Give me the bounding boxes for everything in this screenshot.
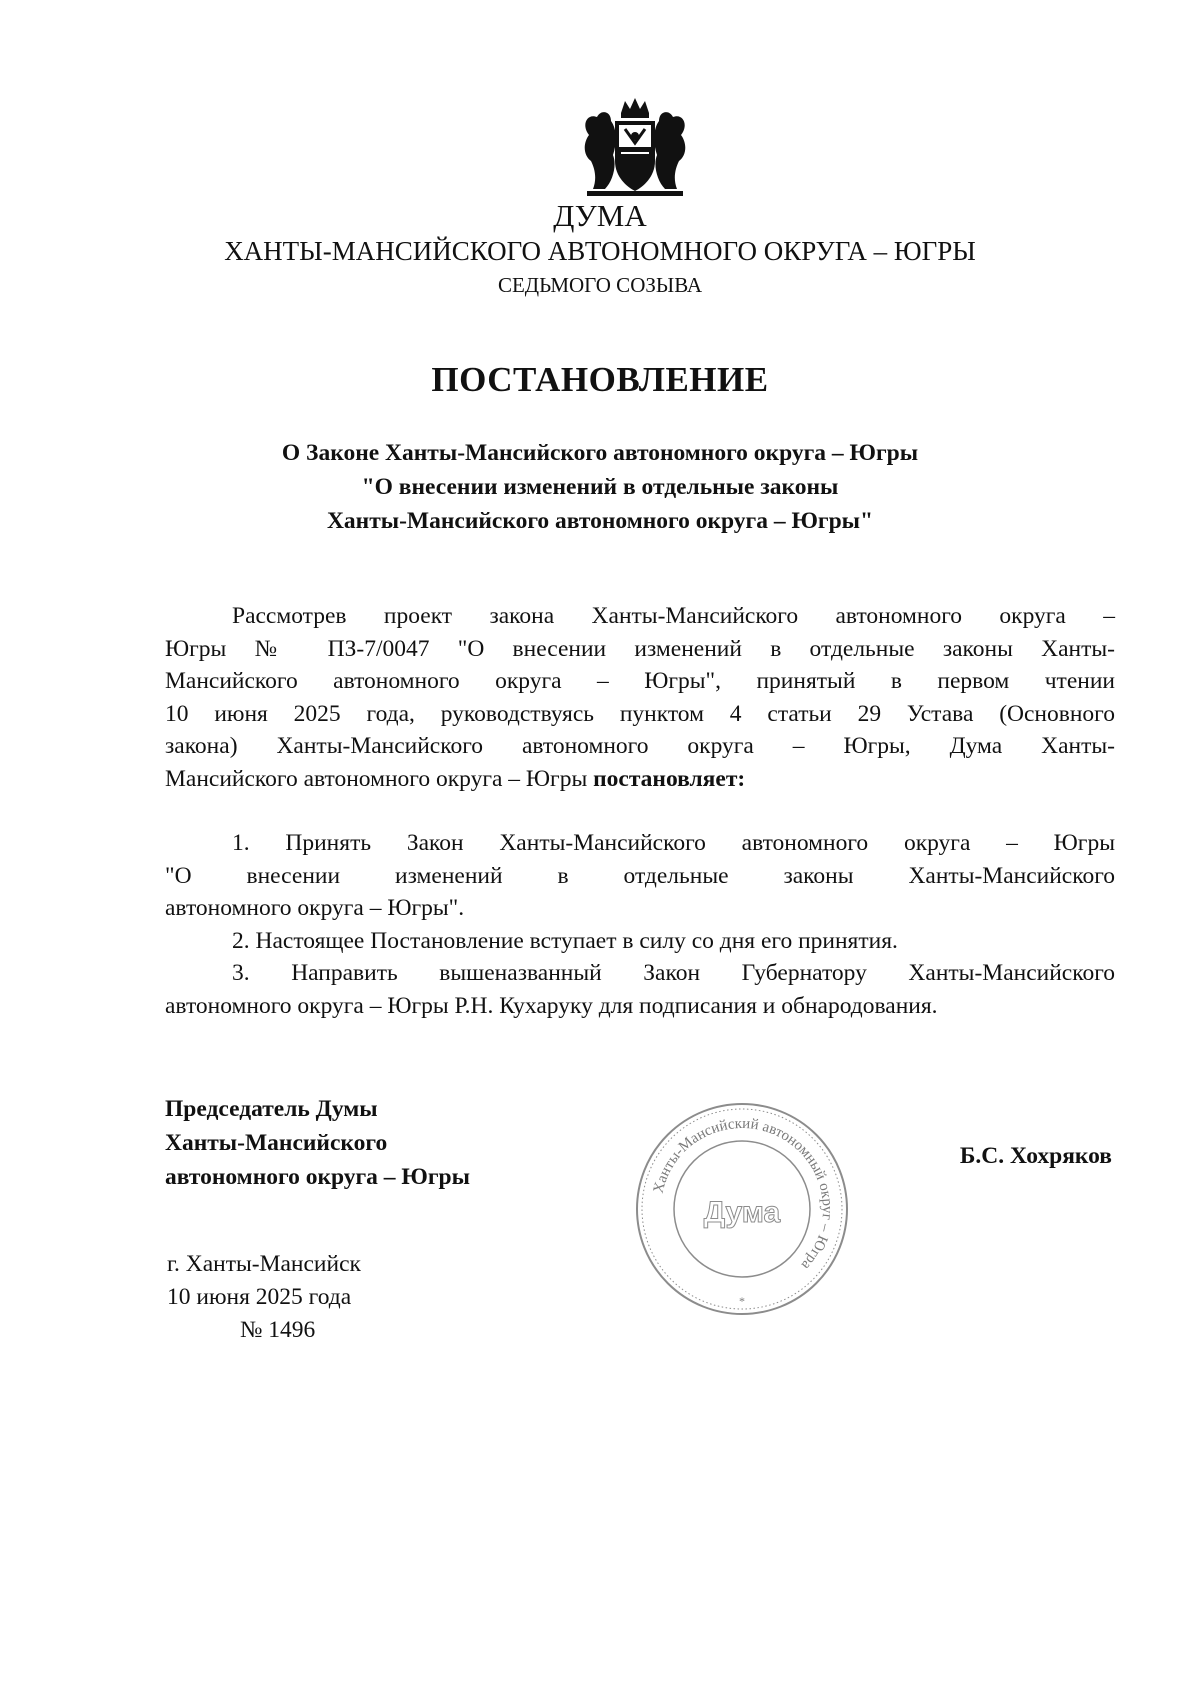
preamble-line: Югры № ПЗ-7/0047 "О внесении изменений в отдельные законы Ханты- xyxy=(165,635,1115,662)
preamble-line: Рассмотрев проект закона Ханты-Мансийского автономного округа – xyxy=(232,603,1115,629)
seal-center-text: Дума xyxy=(703,1196,781,1229)
preamble-paragraph xyxy=(165,600,1115,795)
region-name: ХАНТЫ-МАНСИЙСКОГО АВТОНОМНОГО ОКРУГА – ЮГРЫ xyxy=(224,236,976,266)
signatory-title-line: автономного округа – Югры xyxy=(165,1164,470,1190)
signatory-title-line: Ханты-Мансийского xyxy=(165,1130,388,1156)
decision-items xyxy=(165,827,1115,1022)
org-name: ДУМА xyxy=(553,198,647,233)
decision-item-1: 1. Принять Закон Ханты-Мансийского автономного округа – Югры xyxy=(232,830,1115,856)
decision-item-2: 2. Настоящее Постановление вступает в силу со дня его принятия. xyxy=(232,927,898,954)
preamble-line: Мансийского автономного округа – Югры", принятый в первом чтении xyxy=(165,668,1115,694)
decision-item-1: "О внесении изменений в отдельные законы Ханты-Мансийского xyxy=(165,862,1115,889)
decision-item-1: автономного округа – Югры". xyxy=(165,895,465,921)
resolves-keyword: постановляет: xyxy=(593,765,746,792)
signatory-title xyxy=(165,1092,470,1194)
decision-item-3: 3. Направить вышеназванный Закон Губернатору Ханты-Мансийского xyxy=(232,960,1115,986)
document-type: ПОСТАНОВЛЕНИЕ xyxy=(431,360,769,399)
place-date-number xyxy=(167,1248,361,1347)
preamble-line xyxy=(165,763,1115,796)
official-seal-stamp xyxy=(633,1100,851,1318)
place-city: г. Ханты-Мансийск xyxy=(167,1251,361,1277)
document-date: 10 июня 2025 года xyxy=(167,1284,352,1310)
coat-of-arms-emblem xyxy=(577,95,693,200)
document-number: № 1496 xyxy=(240,1317,316,1343)
decision-item-3: автономного округа – Югры Р.Н. Кухаруку для подписания и обнародования. xyxy=(165,992,938,1019)
preamble-line: закона) Ханты-Мансийского автономного округа – Югры, Дума Ханты- xyxy=(165,733,1115,759)
preamble-line: 10 июня 2025 года, руководствуясь пунктом 4 статьи 29 Устава (Основного xyxy=(165,700,1115,727)
subject-line: Ханты-Мансийского автономного округа – Югры" xyxy=(326,508,874,534)
seal-star: * xyxy=(739,1294,745,1308)
subject-line: О Законе Ханты-Мансийского автономного округа – Югры xyxy=(281,440,919,466)
subject-line: "О внесении изменений в отдельные законы xyxy=(361,474,839,500)
seal-ring-text: Ханты-Мансийский автономный округ – Югра xyxy=(650,1115,836,1273)
convocation: СЕДЬМОГО СОЗЫВА xyxy=(497,273,703,297)
preamble-last-text: Мансийского автономного округа – Югры xyxy=(165,765,588,792)
signatory-title-line: Председатель Думы xyxy=(165,1096,378,1122)
signatory-name: Б.С. Хохряков xyxy=(959,1143,1112,1169)
